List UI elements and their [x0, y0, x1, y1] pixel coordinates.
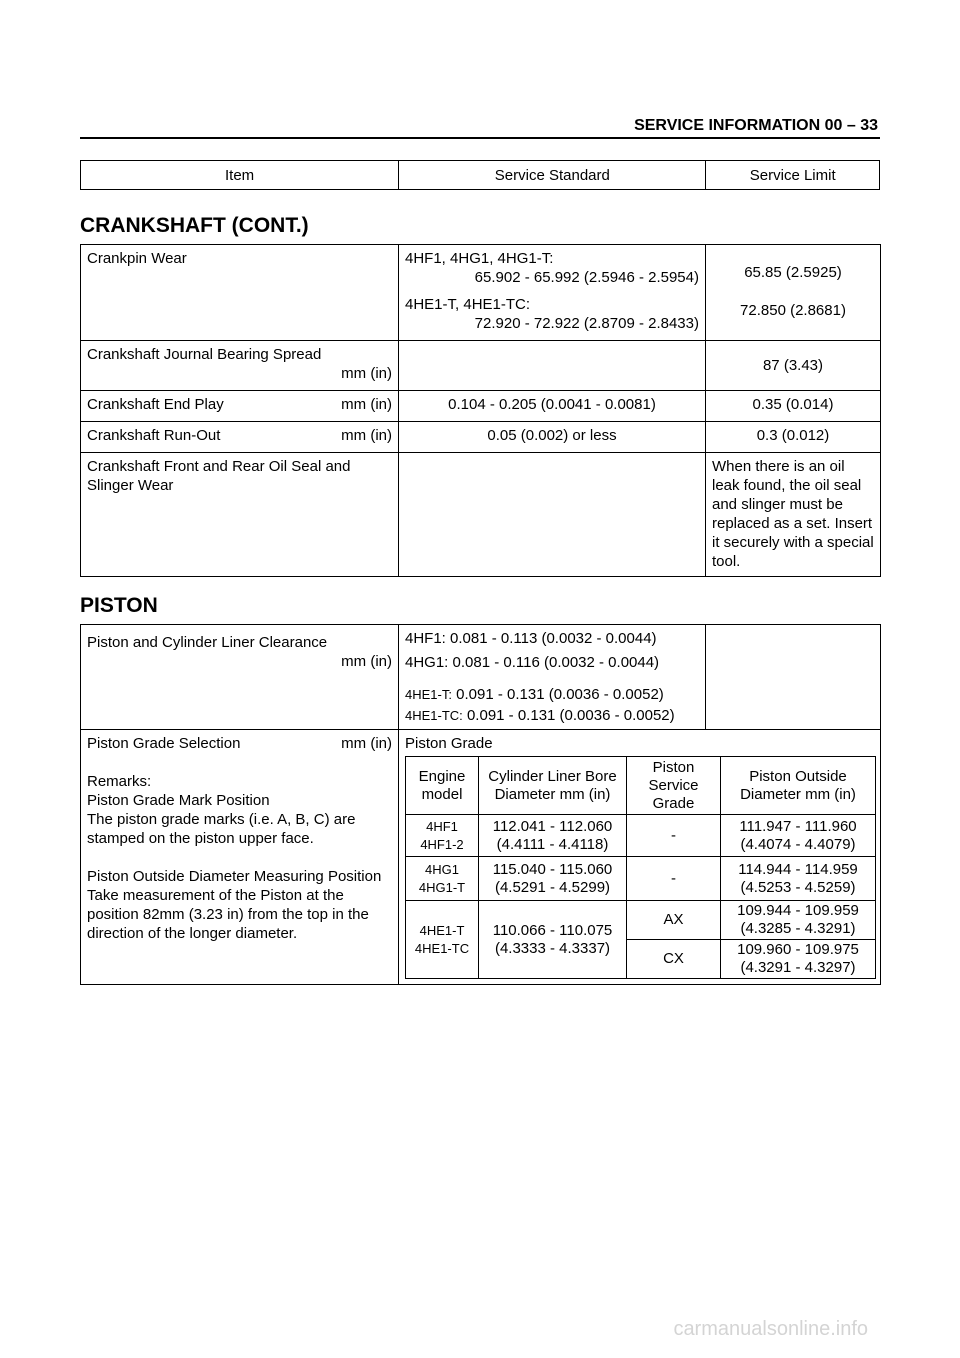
grade-head-bore-1: Cylinder Liner Bore [488, 767, 617, 785]
grade-bore-2: (4.5291 - 4.5299) [494, 878, 611, 896]
grade-od-1: 111.947 - 111.960 [739, 817, 857, 835]
grade-cell-od [721, 815, 876, 857]
crankpin-limit [706, 245, 881, 341]
grade-head-grade-2: Service [648, 776, 699, 794]
journal-spread-standard [399, 341, 706, 391]
grade-cell-model [406, 901, 479, 979]
grade-model-1: 4HG1 [425, 861, 459, 877]
run-out-standard: 0.05 (0.002) or less [399, 422, 706, 453]
grade-od-2: (4.4074 - 4.4079) [740, 835, 856, 853]
table-row [406, 815, 876, 857]
table-row [81, 625, 881, 730]
grade-head-grade-1: Piston [652, 758, 695, 776]
grade-cell-od [721, 940, 876, 979]
crankshaft-spec-table [80, 244, 881, 577]
page-header-title: SERVICE INFORMATION 00 – 33 [634, 117, 878, 134]
grade-cell-grade: CX [627, 940, 721, 979]
crankpin-std-a-label: 4HF1, 4HG1, 4HG1-T: [405, 250, 554, 267]
run-out-limit: 0.3 (0.012) [706, 422, 881, 453]
table-row [81, 422, 881, 453]
end-play-standard: 0.104 - 0.205 (0.0041 - 0.0081) [399, 391, 706, 422]
clearance-line-2: 4HG1: 0.081 - 0.116 (0.0032 - 0.0044) [405, 654, 660, 671]
clearance-item [81, 625, 399, 730]
grade-model-2: 4HF1-2 [420, 836, 464, 852]
grade-head-od [721, 757, 876, 815]
table-row [81, 341, 881, 391]
crankpin-label: Crankpin Wear [87, 250, 187, 267]
piston-spec-table [80, 624, 881, 985]
crankpin-limit-a: 65.85 (2.5925) [744, 264, 842, 281]
grade-head-engine [406, 757, 479, 815]
grade-selection-label: Piston Grade Selection [87, 735, 241, 752]
grade-od-2: (4.5253 - 4.5259) [740, 878, 856, 896]
run-out-item [81, 422, 399, 453]
column-header-row [80, 160, 880, 190]
grade-model-2: 4HE1-TC [414, 940, 470, 956]
piston-grade-table [405, 756, 876, 979]
grade-bore-2: (4.4111 - 4.4118) [496, 835, 609, 853]
header-rule [80, 137, 880, 139]
journal-spread-unit: mm (in) [341, 365, 392, 382]
clearance-line-4-value: 0.091 - 0.131 (0.0036 - 0.0052) [466, 707, 675, 724]
measure-position-title: Piston Outside Diameter Measuring Position [87, 868, 382, 885]
clearance-label: Piston and Cylinder Liner Clearance [87, 634, 328, 651]
grade-bore-1: 110.066 - 110.075 [492, 921, 613, 939]
grade-cell-model [406, 815, 479, 857]
grade-mark-text: The piston grade marks (i.e. A, B, C) are stamped on the piston upper face. [87, 811, 356, 847]
grade-model-1: 4HF1 [426, 818, 458, 834]
grade-cell-bore [479, 901, 627, 979]
remarks-label: Remarks: [87, 773, 152, 790]
section-title-crankshaft: CRANKSHAFT (CONT.) [80, 214, 309, 237]
grade-selection-item [81, 730, 399, 985]
table-row [81, 391, 881, 422]
grade-head-bore [479, 757, 627, 815]
end-play-limit: 0.35 (0.014) [706, 391, 881, 422]
grade-bore-1: 112.041 - 112.060 [492, 817, 613, 835]
grade-cell-od [721, 857, 876, 901]
grade-od-2: (4.3285 - 4.3291) [740, 920, 856, 937]
grade-head-engine-2: model [421, 785, 463, 803]
grade-head-grade [627, 757, 721, 815]
grade-cell-grade: - [627, 815, 721, 857]
grade-bore-2: (4.3333 - 4.3337) [494, 939, 611, 957]
clearance-standard [399, 625, 706, 730]
grade-od-2: (4.3291 - 4.3297) [740, 959, 856, 976]
grade-mark-title: Piston Grade Mark Position [87, 792, 270, 809]
grade-cell-od [721, 901, 876, 940]
grade-selection-unit: mm (in) [341, 735, 392, 752]
end-play-unit: mm (in) [341, 396, 392, 413]
table-row [406, 901, 876, 940]
journal-spread-item [81, 341, 399, 391]
grade-header-row [406, 757, 876, 815]
grade-cell-bore [479, 815, 627, 857]
crankpin-std-a-value: 65.902 - 65.992 (2.5946 - 2.5954) [474, 269, 699, 286]
crankpin-std-b-label: 4HE1-T, 4HE1-TC: [405, 296, 531, 313]
table-row [81, 245, 881, 341]
grade-head-bore-2: Diameter mm (in) [494, 785, 611, 803]
clearance-line-3-value: 0.091 - 0.131 (0.0036 - 0.0052) [456, 686, 664, 703]
grade-od-1: 114.944 - 114.959 [738, 860, 858, 878]
grade-cell-grade: AX [627, 901, 721, 940]
crankpin-std-b-value: 72.920 - 72.922 (2.8709 - 2.8433) [474, 315, 699, 332]
oil-seal-label-1: Crankshaft Front and Rear Oil Seal and [87, 458, 351, 475]
table-row [406, 857, 876, 901]
oil-seal-label-2: Slinger Wear [87, 477, 174, 494]
crankpin-limit-b: 72.850 (2.8681) [740, 302, 846, 319]
grade-selection-standard [399, 730, 881, 985]
crankpin-item [81, 245, 399, 341]
grade-model-2: 4HG1-T [418, 879, 466, 895]
grade-head-grade-3: Grade [652, 794, 695, 812]
journal-spread-limit: 87 (3.43) [706, 341, 881, 391]
column-service-standard: Service Standard [398, 161, 705, 189]
clearance-line-3-model: 4HE1-T: [405, 687, 452, 702]
column-service-limit: Service Limit [705, 161, 879, 189]
measure-position-text: Take measurement of the Piston at the position 82mm (3.23 in) from the top in the direction of the longer diameter. [87, 887, 369, 942]
watermark: carmanualsonline.info [673, 1318, 868, 1340]
journal-spread-label: Crankshaft Journal Bearing Spread [87, 346, 322, 363]
grade-head-od-2: Diameter mm (in) [740, 785, 856, 803]
oil-seal-item [81, 453, 399, 577]
table-row [81, 453, 881, 577]
grade-bore-1: 115.040 - 115.060 [492, 860, 613, 878]
section-title-piston: PISTON [80, 594, 158, 617]
end-play-label: Crankshaft End Play [87, 396, 224, 413]
grade-od-1: 109.960 - 109.975 [737, 941, 859, 958]
grade-od-1: 109.944 - 109.959 [737, 902, 859, 919]
table-row [81, 730, 881, 985]
grade-head-od-1: Piston Outside [749, 767, 847, 785]
clearance-line-4-model: 4HE1-TC: [405, 708, 463, 723]
crankpin-standard [399, 245, 706, 341]
grade-cell-bore [479, 857, 627, 901]
grade-head-engine-1: Engine [418, 767, 466, 785]
run-out-unit: mm (in) [341, 427, 392, 444]
end-play-item [81, 391, 399, 422]
grade-cell-grade: - [627, 857, 721, 901]
clearance-unit: mm (in) [341, 653, 392, 670]
grade-cell-model [406, 857, 479, 901]
column-item: Item [225, 166, 255, 184]
oil-seal-limit: When there is an oil leak found, the oil seal and slinger must be replaced as a set. Insert it securely with a special tool. [706, 453, 881, 577]
clearance-line-1: 4HF1: 0.081 - 0.113 (0.0032 - 0.0044) [405, 630, 657, 647]
clearance-limit [706, 625, 881, 730]
oil-seal-standard [399, 453, 706, 577]
piston-grade-title: Piston Grade [405, 735, 493, 752]
run-out-label: Crankshaft Run-Out [87, 427, 221, 444]
grade-model-1: 4HE1-T [419, 922, 465, 938]
